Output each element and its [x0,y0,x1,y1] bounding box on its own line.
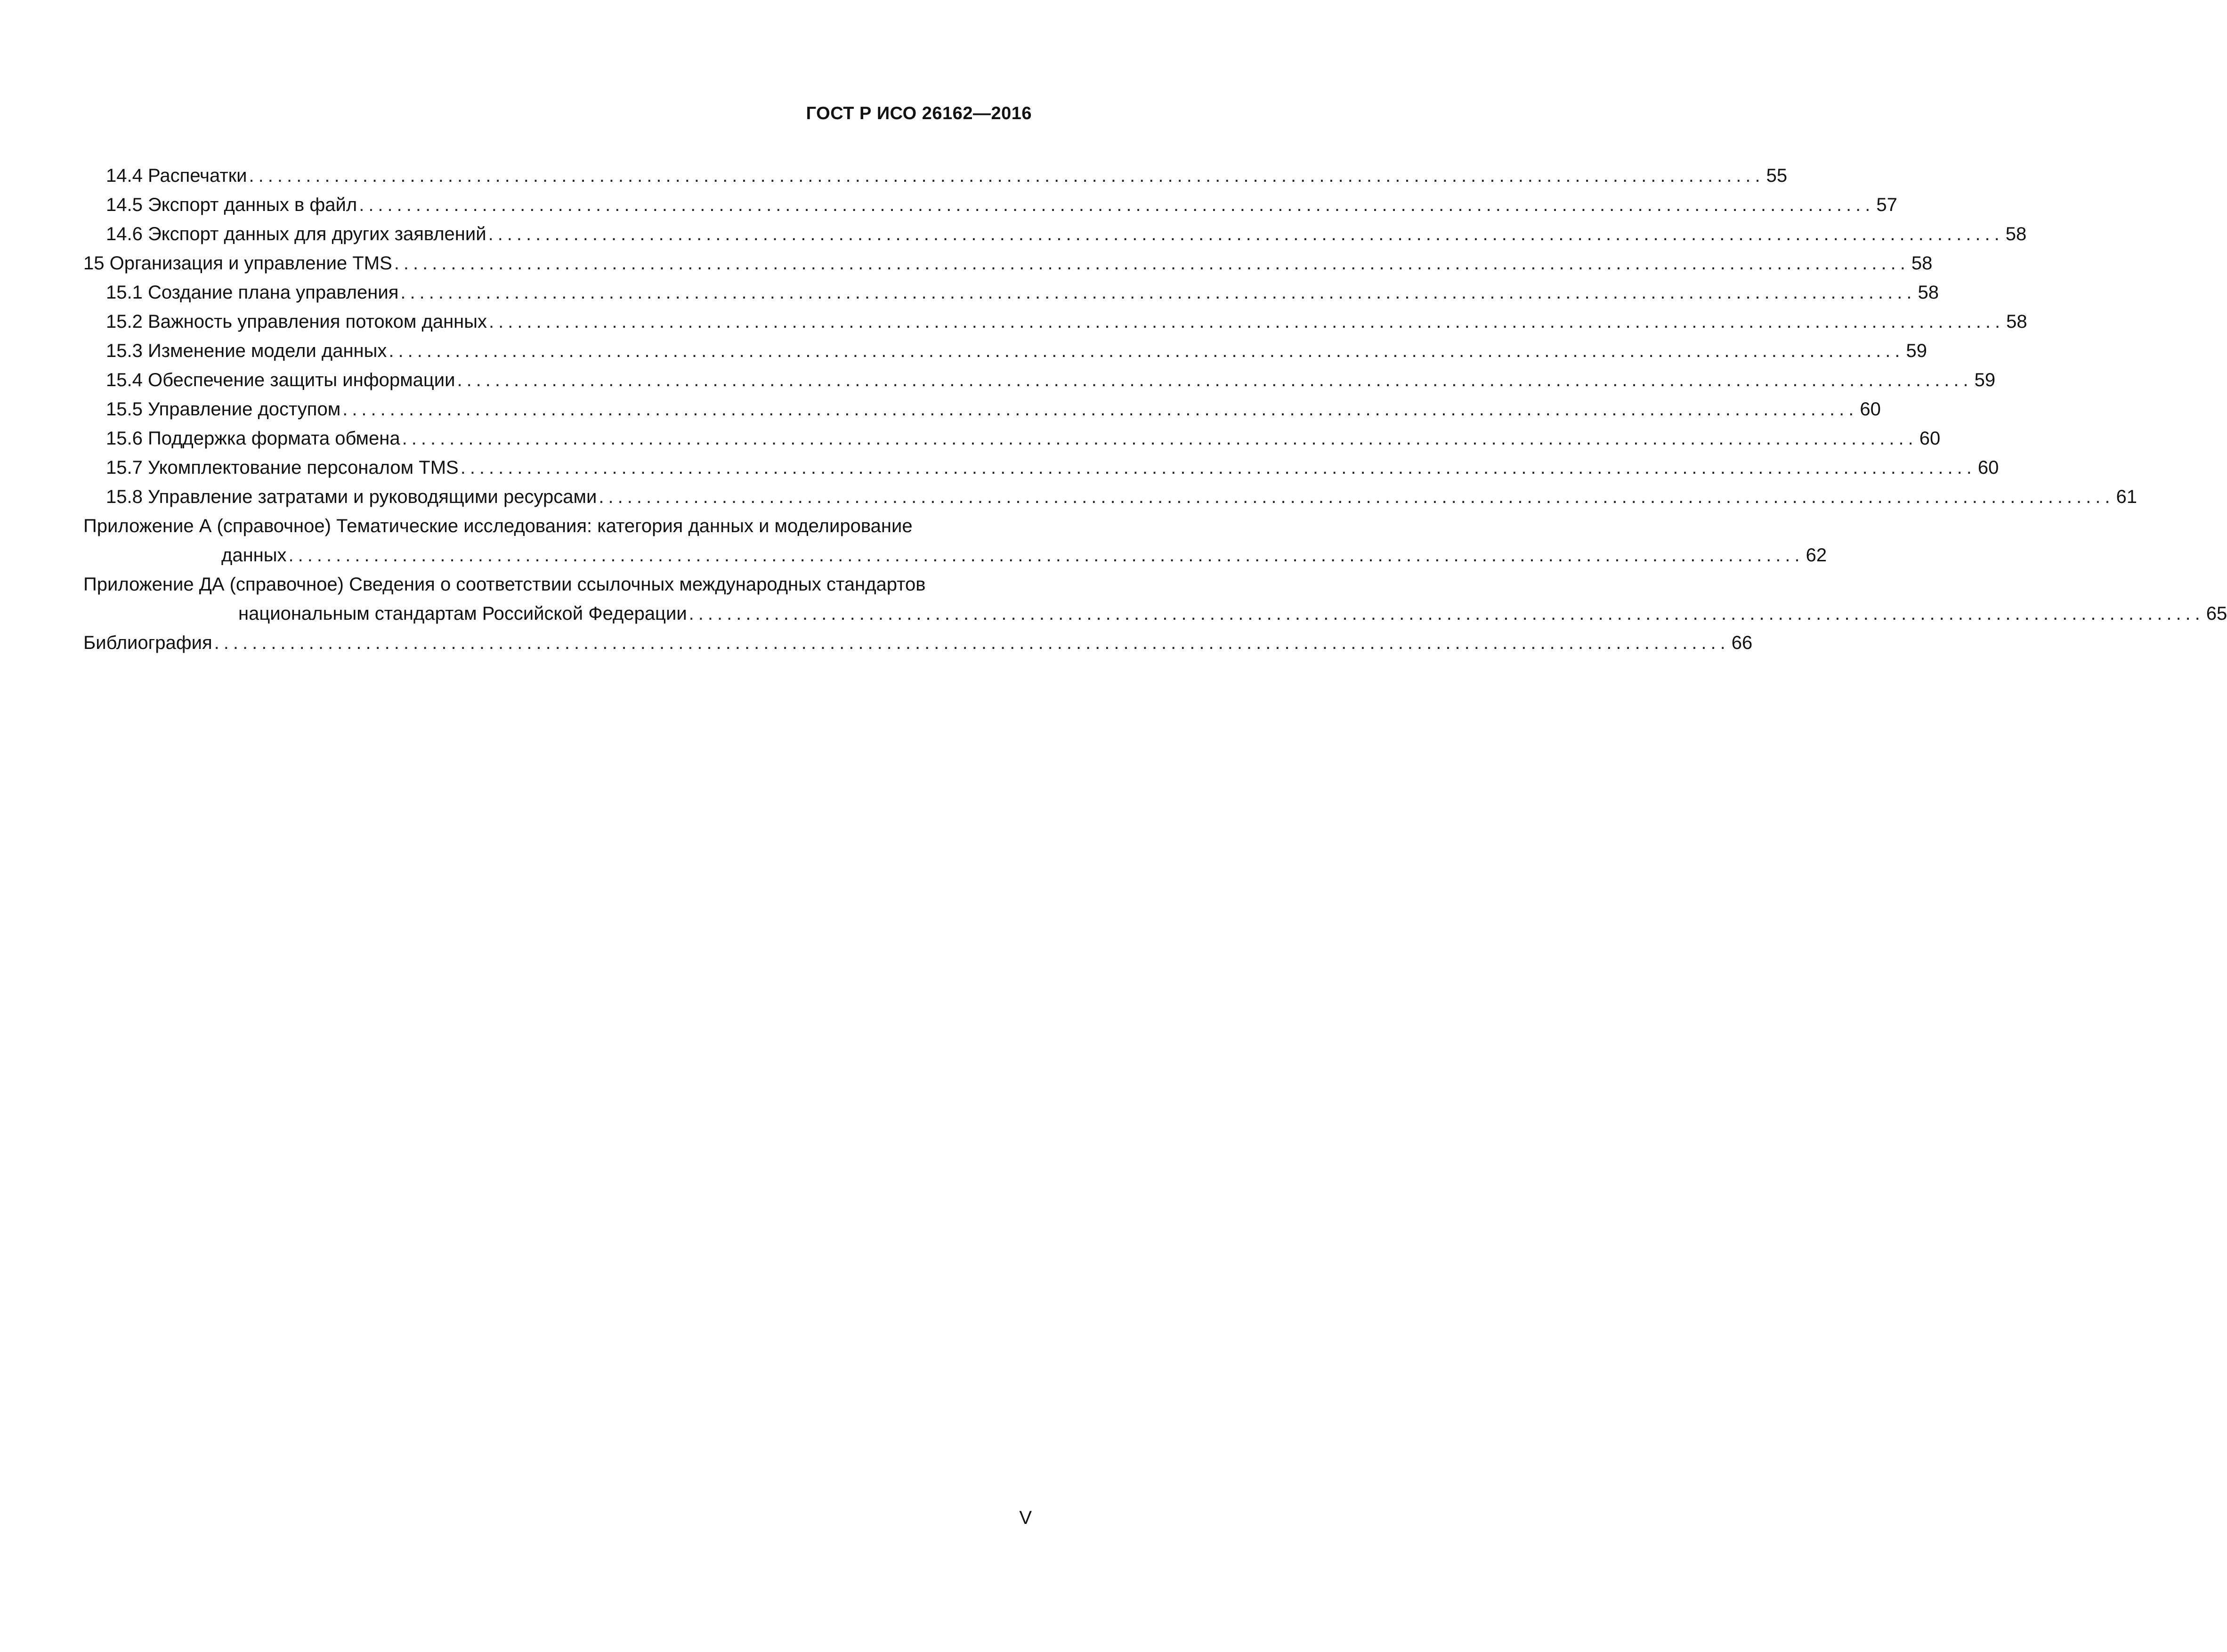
toc-entry-page: 60 [1860,399,1881,420]
toc-entry-label: 15.2 Важность управления потоком данных [106,311,487,332]
toc-entry-bibliography[interactable] [83,628,1753,657]
toc-entry-page: 66 [1731,632,1753,653]
dot-leader: ................................................................................................................................................................ [688,603,2204,624]
toc-entry-page: 59 [1974,370,1996,390]
dot-leader: ................................................................................................................................................................ [394,253,1910,274]
toc-entry-label-line2: национальным стандартам Российской Федерации [238,603,687,624]
toc-entry-label: 15.3 Изменение модели данных [106,340,387,361]
toc-entry-label-line2: данных [221,545,287,566]
dot-leader: ................................................................................................................................................................ [402,428,1918,449]
toc-entry-page: 57 [1876,194,1897,215]
toc-entry-label: 15.1 Создание плана управления [106,282,399,303]
dot-leader: ................................................................................................................................................................ [489,311,2005,332]
toc-entry-page: 58 [2006,311,2027,332]
dot-leader: ................................................................................................................................................................ [389,340,1904,361]
toc-entry-page: 58 [1918,282,1939,303]
toc-entry-15-3[interactable] [83,336,1927,365]
toc-entry-label: 15.6 Поддержка формата обмена [106,428,400,449]
dot-leader: ................................................................................................................................................................ [400,282,1916,303]
toc-entry-page: 59 [1906,340,1927,361]
toc-entry-15-5[interactable] [83,395,1881,424]
toc-entry-15-8[interactable] [83,482,2137,511]
dot-leader: ................................................................................................................................................................ [359,194,1875,215]
toc-entry-page: 60 [1977,457,1999,478]
dot-leader: ................................................................................................................................................................ [599,486,2114,507]
toc-entry-label: 15 Организация и управление TMS [83,253,392,274]
toc-entry-label: 15.5 Управление доступом [106,399,341,420]
toc-entry-page: 58 [2005,224,2027,244]
dot-leader: ................................................................................................................................................................ [460,457,1976,478]
document-header: ГОСТ Р ИСО 26162—2016 [806,104,1032,123]
toc-entry-14-5[interactable] [83,190,1897,219]
toc-entry-page: 60 [1919,428,1941,449]
toc-entry-15-2[interactable] [83,307,2027,336]
toc-entry-page: 62 [1806,545,1827,566]
toc-entry-appendix-a[interactable] [83,511,1827,570]
toc-entry-page: 58 [1911,253,1933,274]
toc-entry-15-1[interactable] [83,278,1939,307]
toc-entry-label: Библиография [83,632,212,653]
toc-entry-15-6[interactable] [83,424,1941,453]
dot-leader: ................................................................................................................................................................ [214,632,1730,653]
toc-entry-label: 14.4 Распечатки [106,165,247,186]
dot-leader: ................................................................................................................................................................ [342,399,1858,420]
table-of-contents [83,161,2227,657]
toc-entry-15-4[interactable] [83,365,1996,395]
toc-entry-page: 61 [2116,486,2137,507]
dot-leader: ................................................................................................................................................................ [457,370,1973,390]
page-number: V [1019,1507,1032,1528]
toc-entry-14-6[interactable] [83,219,2027,249]
toc-entry-label: 15.4 Обеспечение защиты информации [106,370,455,390]
toc-entry-15-7[interactable] [83,453,1999,482]
toc-entry-label-line1: Приложение ДА (справочное) Сведения о соответствии ссылочных международных стандартов [83,574,926,595]
toc-entry-label: 15.7 Укомплектование персоналом TMS [106,457,459,478]
toc-entry-label-line1: Приложение А (справочное) Тематические исследования: категория данных и моделирование [83,516,913,536]
dot-leader: ................................................................................................................................................................ [249,165,1765,186]
toc-entry-label: 15.8 Управление затратами и руководящими ресурсами [106,486,597,507]
toc-entry-label: 14.6 Экспорт данных для других заявлений [106,224,486,244]
toc-entry-page: 55 [1766,165,1788,186]
dot-leader: ................................................................................................................................................................ [488,224,2004,244]
toc-entry-14-4[interactable] [83,161,1788,190]
toc-entry-15[interactable] [83,249,1933,278]
dot-leader: ................................................................................................................................................................ [288,545,1804,566]
toc-entry-page: 65 [2206,603,2227,624]
toc-entry-appendix-da[interactable] [83,570,2227,628]
toc-entry-label: 14.5 Экспорт данных в файл [106,194,357,215]
